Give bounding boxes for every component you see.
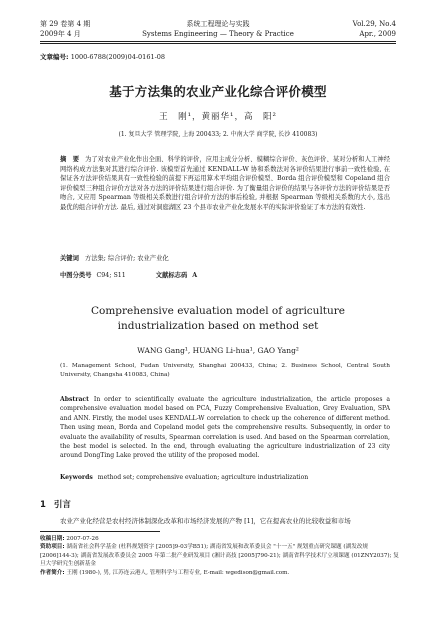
bio-label: 作者简介: <box>40 569 65 576</box>
funding-label: 资助项目: <box>40 544 65 551</box>
footnote <box>40 535 400 577</box>
volume-issue: 第 29 卷第 4 期 <box>40 20 91 28</box>
received-value: 2007-07-26 <box>66 536 99 542</box>
clc-label: 中图分类号 <box>60 272 92 279</box>
clc-value: C94; S11 <box>96 272 126 279</box>
keywords-cn <box>60 253 169 262</box>
footnote-received <box>40 535 400 543</box>
affiliations-en: (1. Management School, Fudan University, Shanghai 200433, China; 2. Business School, Central South University, Changsha 410083, China) <box>60 363 390 378</box>
abstract-en-label: Abstract <box>60 396 89 403</box>
paper-title-en-line2: industrialization based on method set <box>117 320 319 332</box>
keywords-en-label: Keywords <box>60 474 93 481</box>
doc-code-label: 文献标志码 <box>155 272 188 279</box>
header-rule-thin <box>40 43 396 44</box>
paper-title-en <box>40 304 396 334</box>
keywords-en <box>60 474 308 481</box>
abstract-en-text: In order to scientifically evaluate the agriculture industrialization, the article proposes a comprehensive evaluation model based on PCA, Fuzzy Comprehensive Evaluation, Grey Evaluation, SPA and ANN. Firstly, the model uses KENDALL-W correlation to check up the coherence of different method. Then using mean, Borda and Copeland model gets the comprehensive results. Subsequently, in order to evaluate the availability of results, Spearman correlation is used. And based on the Spearman correlation, the best model is selected. In the end, through evaluating the agriculture industrialization of 23 city around DongTing Lake proved the utility of the proposed model. <box>60 396 390 460</box>
abstract-en <box>60 395 390 461</box>
abstract-cn-text: 为了对农业产业化作出全面、科学的评价，应用主成分分析、模糊综合评价、灰色评价、某对分析和人工神经网络构成方法集对其进行综合评价. 该模型首先通过 KENDALL-W 协和系数法对各评价结果进行事前一致性检验, 在保证各方法评价结果具有一致性检验的前提下再运用算术平均组合评价模型、Borda 组合评价模型和 Copeland 组合评价模型三种组合评价方法对各方法的评价结果进行组合评价. 为了衡量组合评价的结果与各评价方法的评价结果是否吻合, 又应用 Spearman 等级相关系数进行组合评价方法的事后检验, 并根据 Spearman 等级相关系数的大小, 选出最优的组合评价方法. 最后, 通过对洞庭湖区 23 个县市农业产业化发展水平的实际评价验证了本方法的有效性. <box>60 156 391 211</box>
body-paragraph: 农业产业化经营是农村经济体制深化改革和市场经济发展的产物 [1]，它在提高农业的比较收益和市场 <box>60 517 351 525</box>
journal-name-en: Systems Engineering — Theory & Practice <box>142 30 294 38</box>
journal-name-cn: 系统工程理论与实践 <box>186 20 250 28</box>
affiliations-cn: (1. 复旦大学 管理学院, 上海 200433; 2. 中南大学 商学院, 长沙 410083) <box>118 131 318 138</box>
volume-issue-en: Vol.29, No.4 <box>352 20 396 28</box>
paper-title-cn: 基于方法集的农业产业化综合评价模型 <box>109 84 327 99</box>
section-title: 引言 <box>53 500 71 510</box>
header-rule <box>40 41 396 42</box>
footnote-funding <box>40 543 400 568</box>
footnote-bio <box>40 569 400 577</box>
keywords-cn-text: 方法集; 综合评价; 农业产业化 <box>84 255 169 262</box>
authors-en: WANG Gang¹, HUANG Li-hua¹, GAO Yang² <box>137 346 299 355</box>
paper-title-en-line1: Comprehensive evaluation model of agriculture <box>90 305 346 317</box>
section-heading <box>40 498 71 510</box>
footnote-rule <box>40 531 160 532</box>
authors-cn: 王 刚¹，黄丽华¹，高 阳² <box>159 112 277 122</box>
article-number-value: 1000-6788(2009)04-0161-08 <box>70 53 166 61</box>
abstract-cn <box>60 155 390 213</box>
received-label: 收稿日期: <box>40 536 65 542</box>
classification-cn <box>60 270 197 279</box>
issue-date-en: Apr., 2009 <box>359 30 396 38</box>
abstract-cn-label: 摘 要 <box>60 156 80 163</box>
keywords-en-text: method set; comprehensive evaluation; agriculture industrialization <box>97 474 309 481</box>
funding-value: 湖南省社会科学基金 (杜科规划资字 [2005]9-03学B51); 湖南省发展和改革委员会 "十一五" 规划重点研究课题 (湖发改规 [2006]144-3); 湖南省发展改革委员会 2005 年第二批产业研发项目 (湘计高技 [2005]790-21); 湖南省科学技术厅立项课题 (01ZNY2037); 复旦大学研究生创新基金 <box>40 544 399 568</box>
section-number: 1 <box>40 500 46 510</box>
keywords-cn-label: 关键词 <box>60 255 79 262</box>
issue-date-cn: 2009年 4 月 <box>40 30 81 38</box>
doc-code-value: A <box>192 272 198 279</box>
article-number-label: 文章编号: <box>40 53 69 61</box>
bio-value: 王刚 (1980-), 男, 江苏连云港人, 管理科学与工程专业, E-mail: wgedison@gmail.com. <box>66 569 290 576</box>
article-number <box>40 52 165 61</box>
